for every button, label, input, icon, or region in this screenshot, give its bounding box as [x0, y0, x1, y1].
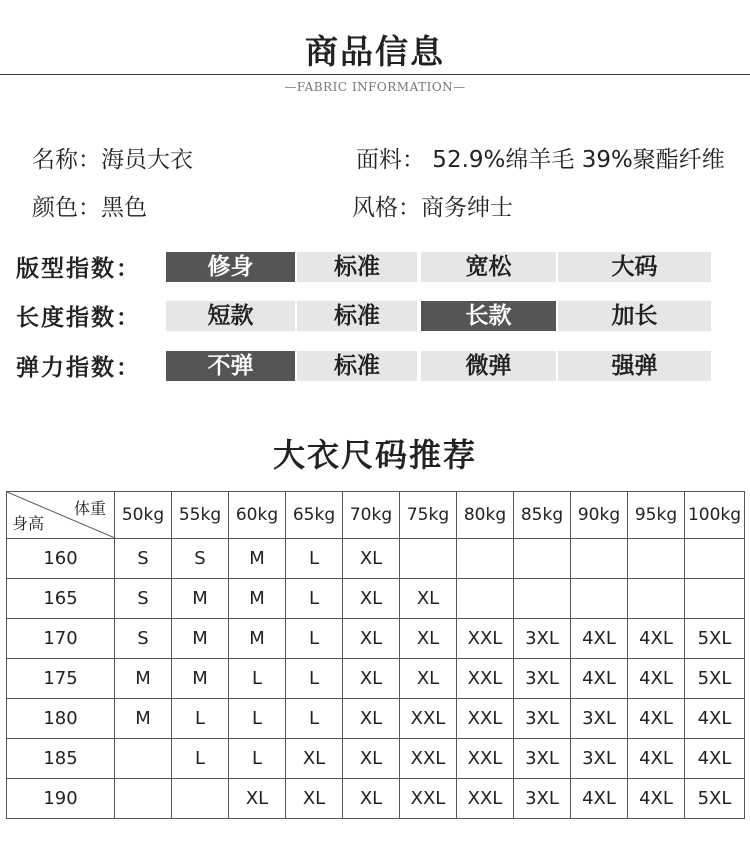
size-cell: L — [286, 699, 343, 739]
size-cell: XL — [286, 779, 343, 819]
size-cell: XXL — [457, 779, 514, 819]
height-cell: 175 — [7, 659, 115, 699]
table-row — [7, 579, 745, 619]
size-cell: M — [229, 579, 286, 619]
size-cell: 4XL — [628, 619, 685, 659]
weight-header-cell: 100kg — [685, 492, 745, 539]
weight-header-cell: 85kg — [514, 492, 571, 539]
table-row — [7, 739, 745, 779]
index-option: 不弹 — [166, 351, 295, 381]
table-row — [7, 699, 745, 739]
size-cell: XXL — [457, 659, 514, 699]
index-option: 微弹 — [421, 351, 556, 381]
size-cell: XL — [343, 659, 400, 699]
size-cell: XXL — [400, 699, 457, 739]
size-cell — [400, 539, 457, 579]
size-cell: M — [172, 579, 229, 619]
size-cell: 5XL — [685, 659, 745, 699]
size-cell: S — [172, 539, 229, 579]
size-cell — [514, 539, 571, 579]
size-cell: L — [172, 739, 229, 779]
title-divider — [0, 74, 750, 75]
size-cell: M — [115, 699, 172, 739]
page-title: 商品信息 — [305, 32, 445, 71]
info-color: 颜色：黑色 — [32, 195, 147, 221]
size-cell: XL — [343, 579, 400, 619]
index-option: 强弹 — [558, 351, 711, 381]
weight-header-cell: 60kg — [229, 492, 286, 539]
weight-header-cell: 95kg — [628, 492, 685, 539]
size-table — [6, 491, 745, 819]
size-cell: 4XL — [685, 739, 745, 779]
info-fabric: 面料： 52.9%绵羊毛 39%聚酯纤维 — [356, 147, 725, 173]
size-cell: M — [172, 659, 229, 699]
size-cell: 4XL — [571, 659, 628, 699]
height-cell: 160 — [7, 539, 115, 579]
size-cell: L — [229, 699, 286, 739]
size-cell: M — [229, 619, 286, 659]
size-cell: S — [115, 619, 172, 659]
size-cell: XL — [400, 579, 457, 619]
size-cell: 4XL — [628, 779, 685, 819]
index-option: 宽松 — [421, 252, 556, 282]
size-cell — [457, 539, 514, 579]
weight-header-cell: 75kg — [400, 492, 457, 539]
size-cell: 4XL — [628, 699, 685, 739]
index-label: 版型指数： — [16, 256, 141, 282]
size-cell — [571, 579, 628, 619]
size-cell: 3XL — [514, 739, 571, 779]
size-cell: 5XL — [685, 779, 745, 819]
height-cell: 180 — [7, 699, 115, 739]
index-label: 弹力指数： — [16, 355, 141, 381]
index-option: 短款 — [166, 301, 295, 331]
size-cell: 3XL — [571, 699, 628, 739]
size-cell: 5XL — [685, 619, 745, 659]
index-option: 标准 — [297, 351, 417, 381]
size-cell: 3XL — [571, 739, 628, 779]
size-cell: XL — [286, 739, 343, 779]
size-cell — [685, 539, 745, 579]
size-cell: 3XL — [514, 659, 571, 699]
table-row — [7, 779, 745, 819]
size-cell: 4XL — [628, 739, 685, 779]
size-cell: XXL — [457, 699, 514, 739]
weight-header-cell: 55kg — [172, 492, 229, 539]
size-cell: 3XL — [514, 699, 571, 739]
weight-header-cell: 70kg — [343, 492, 400, 539]
size-cell — [115, 739, 172, 779]
height-cell: 185 — [7, 739, 115, 779]
table-row — [7, 539, 745, 579]
weight-header-cell: 50kg — [115, 492, 172, 539]
size-cell: M — [172, 619, 229, 659]
size-cell — [571, 539, 628, 579]
size-cell — [628, 579, 685, 619]
size-cell: XL — [400, 619, 457, 659]
height-cell: 170 — [7, 619, 115, 659]
size-cell: XL — [400, 659, 457, 699]
size-cell: XL — [343, 539, 400, 579]
size-cell: 4XL — [628, 659, 685, 699]
table-corner-cell — [7, 492, 115, 539]
size-cell: L — [229, 659, 286, 699]
size-cell: 4XL — [571, 779, 628, 819]
size-cell: L — [286, 579, 343, 619]
size-cell: XL — [343, 779, 400, 819]
page-subtitle: —FABRIC INFORMATION— — [284, 80, 466, 94]
size-cell: XL — [343, 699, 400, 739]
height-cell: 165 — [7, 579, 115, 619]
size-cell: XXL — [400, 739, 457, 779]
size-cell: XXL — [400, 779, 457, 819]
corner-weight-label: 体重 — [73, 499, 106, 518]
size-cell: S — [115, 579, 172, 619]
size-cell: S — [115, 539, 172, 579]
height-cell: 190 — [7, 779, 115, 819]
weight-header-cell: 80kg — [457, 492, 514, 539]
size-cell: 4XL — [685, 699, 745, 739]
table-row — [7, 619, 745, 659]
size-cell — [172, 779, 229, 819]
size-cell: L — [286, 659, 343, 699]
index-option: 长款 — [421, 301, 556, 331]
size-cell: L — [286, 539, 343, 579]
size-cell: 3XL — [514, 779, 571, 819]
size-cell: M — [115, 659, 172, 699]
corner-height-label: 身高 — [12, 514, 45, 533]
weight-header-cell: 65kg — [286, 492, 343, 539]
info-style: 风格：商务绅士 — [352, 195, 513, 221]
index-option: 标准 — [297, 252, 417, 282]
index-option: 标准 — [297, 301, 417, 331]
index-option: 修身 — [166, 252, 295, 282]
weight-header-cell: 90kg — [571, 492, 628, 539]
table-row — [7, 659, 745, 699]
size-cell — [115, 779, 172, 819]
size-cell: XXL — [457, 619, 514, 659]
size-cell — [628, 539, 685, 579]
size-cell: 3XL — [514, 619, 571, 659]
size-cell: L — [172, 699, 229, 739]
size-cell: 4XL — [571, 619, 628, 659]
size-cell — [457, 579, 514, 619]
index-label: 长度指数： — [16, 305, 141, 331]
size-cell: XXL — [457, 739, 514, 779]
size-cell — [514, 579, 571, 619]
size-cell: L — [229, 739, 286, 779]
size-table-title: 大衣尺码推荐 — [272, 436, 477, 474]
index-option: 大码 — [558, 252, 711, 282]
size-cell — [685, 579, 745, 619]
size-cell: XL — [343, 739, 400, 779]
size-cell: XL — [229, 779, 286, 819]
info-name: 名称：海员大衣 — [32, 147, 193, 173]
size-cell: XL — [343, 619, 400, 659]
index-option: 加长 — [558, 301, 711, 331]
size-cell: M — [229, 539, 286, 579]
table-header-row — [7, 492, 745, 539]
size-cell: L — [286, 619, 343, 659]
